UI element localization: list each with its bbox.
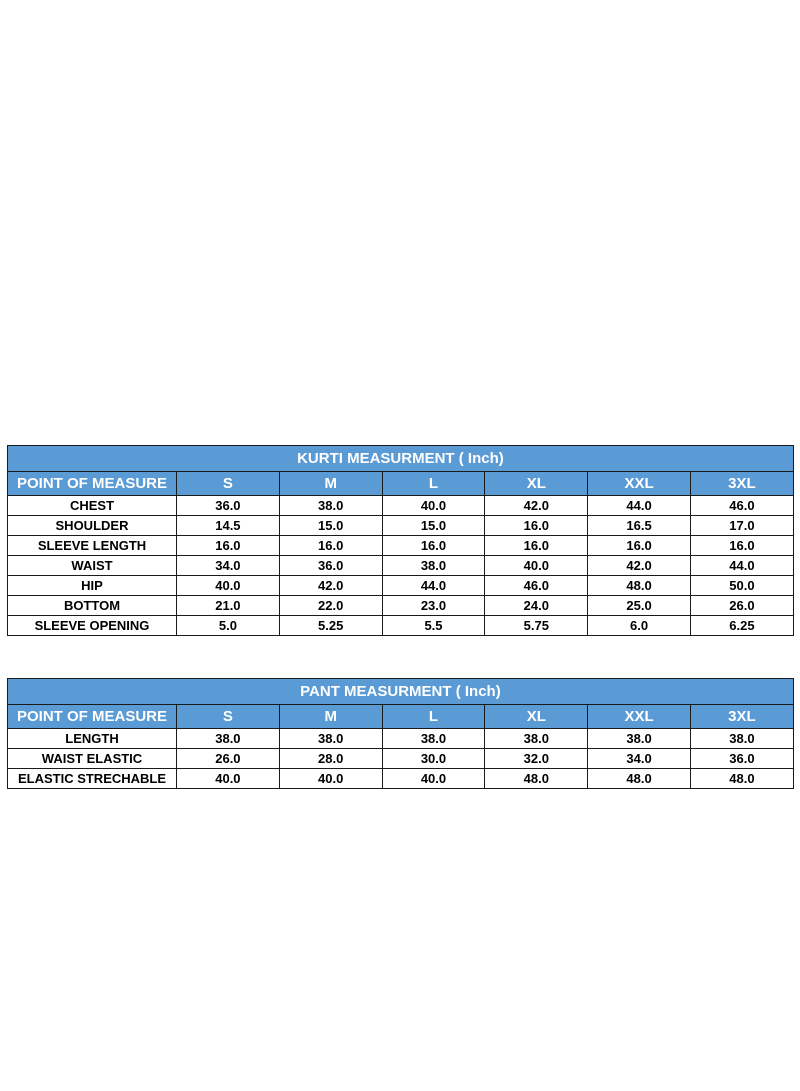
measure-value: 25.0 xyxy=(588,596,691,616)
measure-value: 36.0 xyxy=(177,496,280,516)
kurti-size-header: M xyxy=(279,472,382,496)
measure-value: 40.0 xyxy=(279,769,382,789)
measure-value: 14.5 xyxy=(177,516,280,536)
measure-value: 32.0 xyxy=(485,749,588,769)
measure-value: 46.0 xyxy=(485,576,588,596)
pant-size-header: M xyxy=(279,705,382,729)
kurti-table-body xyxy=(8,496,794,636)
measure-value: 40.0 xyxy=(485,556,588,576)
measure-label: LENGTH xyxy=(8,729,177,749)
measure-value: 34.0 xyxy=(177,556,280,576)
measure-label: SLEEVE LENGTH xyxy=(8,536,177,556)
pant-size-header: L xyxy=(382,705,485,729)
measure-value: 15.0 xyxy=(279,516,382,536)
measure-value: 38.0 xyxy=(382,556,485,576)
table-row xyxy=(8,576,794,596)
measure-label: BOTTOM xyxy=(8,596,177,616)
measure-value: 16.0 xyxy=(279,536,382,556)
measure-value: 26.0 xyxy=(177,749,280,769)
measure-value: 23.0 xyxy=(382,596,485,616)
table-row xyxy=(8,769,794,789)
measure-value: 48.0 xyxy=(485,769,588,789)
measure-value: 15.0 xyxy=(382,516,485,536)
pant-size-header: S xyxy=(177,705,280,729)
measure-value: 22.0 xyxy=(279,596,382,616)
measure-label: SHOULDER xyxy=(8,516,177,536)
kurti-size-header: 3XL xyxy=(690,472,793,496)
measure-label: CHEST xyxy=(8,496,177,516)
measure-value: 21.0 xyxy=(177,596,280,616)
table-row xyxy=(8,536,794,556)
measure-value: 38.0 xyxy=(588,729,691,749)
measure-value: 5.0 xyxy=(177,616,280,636)
pant-size-header: XL xyxy=(485,705,588,729)
kurti-measurement-table xyxy=(7,445,794,636)
measure-value: 24.0 xyxy=(485,596,588,616)
measure-value: 5.5 xyxy=(382,616,485,636)
measure-value: 6.25 xyxy=(690,616,793,636)
measure-label: ELASTIC STRECHABLE xyxy=(8,769,177,789)
measure-value: 5.75 xyxy=(485,616,588,636)
measure-value: 16.5 xyxy=(588,516,691,536)
kurti-header-label: POINT OF MEASURE xyxy=(8,472,177,496)
measure-label: WAIST ELASTIC xyxy=(8,749,177,769)
table-row xyxy=(8,556,794,576)
measure-value: 42.0 xyxy=(485,496,588,516)
measure-value: 44.0 xyxy=(382,576,485,596)
kurti-size-header: L xyxy=(382,472,485,496)
measure-value: 16.0 xyxy=(382,536,485,556)
measure-value: 44.0 xyxy=(690,556,793,576)
pant-measurement-table xyxy=(7,678,794,789)
measure-value: 16.0 xyxy=(177,536,280,556)
measure-value: 42.0 xyxy=(279,576,382,596)
measure-value: 48.0 xyxy=(588,769,691,789)
table-row xyxy=(8,749,794,769)
table-row xyxy=(8,596,794,616)
measure-value: 38.0 xyxy=(279,496,382,516)
measure-value: 40.0 xyxy=(382,769,485,789)
pant-table-title: PANT MEASURMENT ( Inch) xyxy=(8,679,794,705)
measure-value: 48.0 xyxy=(690,769,793,789)
measure-value: 38.0 xyxy=(177,729,280,749)
measure-value: 36.0 xyxy=(279,556,382,576)
table-row xyxy=(8,516,794,536)
measure-value: 40.0 xyxy=(177,769,280,789)
measure-value: 38.0 xyxy=(382,729,485,749)
measure-value: 34.0 xyxy=(588,749,691,769)
measure-value: 46.0 xyxy=(690,496,793,516)
measure-value: 26.0 xyxy=(690,596,793,616)
measure-value: 40.0 xyxy=(382,496,485,516)
table-row xyxy=(8,616,794,636)
pant-size-header: XXL xyxy=(588,705,691,729)
measure-value: 28.0 xyxy=(279,749,382,769)
measure-value: 16.0 xyxy=(485,516,588,536)
measure-value: 16.0 xyxy=(690,536,793,556)
measure-value: 30.0 xyxy=(382,749,485,769)
measure-value: 50.0 xyxy=(690,576,793,596)
measure-value: 38.0 xyxy=(279,729,382,749)
table-row xyxy=(8,496,794,516)
measure-value: 6.0 xyxy=(588,616,691,636)
kurti-size-header: XL xyxy=(485,472,588,496)
measure-label: HIP xyxy=(8,576,177,596)
kurti-size-header: S xyxy=(177,472,280,496)
measure-value: 16.0 xyxy=(485,536,588,556)
kurti-size-header: XXL xyxy=(588,472,691,496)
measure-value: 48.0 xyxy=(588,576,691,596)
pant-header-label: POINT OF MEASURE xyxy=(8,705,177,729)
measure-value: 5.25 xyxy=(279,616,382,636)
measure-label: SLEEVE OPENING xyxy=(8,616,177,636)
measure-label: WAIST xyxy=(8,556,177,576)
measure-value: 44.0 xyxy=(588,496,691,516)
measure-value: 36.0 xyxy=(690,749,793,769)
pant-size-header: 3XL xyxy=(690,705,793,729)
measure-value: 42.0 xyxy=(588,556,691,576)
measure-value: 40.0 xyxy=(177,576,280,596)
measure-value: 17.0 xyxy=(690,516,793,536)
measure-value: 38.0 xyxy=(690,729,793,749)
measure-value: 38.0 xyxy=(485,729,588,749)
kurti-table-title: KURTI MEASURMENT ( Inch) xyxy=(8,446,794,472)
measure-value: 16.0 xyxy=(588,536,691,556)
table-row xyxy=(8,729,794,749)
pant-table-body xyxy=(8,729,794,789)
